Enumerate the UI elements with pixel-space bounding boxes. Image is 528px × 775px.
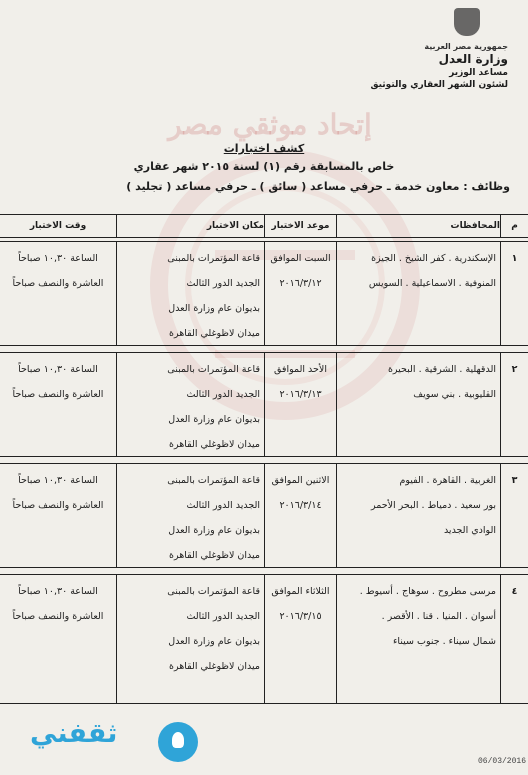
cell-place [116, 575, 264, 703]
cell-place-line: الجديد الدور الثالث [186, 611, 260, 622]
cell-time [0, 242, 116, 345]
cell-place-line: الجديد الدور الثالث [186, 278, 260, 289]
cell-gov-line: الغربية . القاهرة . الفيوم [399, 475, 496, 486]
cell-time-line: الساعة ١٠,٣٠ صباحاً [18, 364, 98, 375]
header-assistant: مساعد الوزير [449, 68, 508, 78]
cell-time [0, 353, 116, 456]
cell-place-line: ميدان لاظوغلي القاهرة [169, 439, 260, 450]
cell-place-line: قاعة المؤتمرات بالمبنى [167, 364, 260, 375]
logo-text: ثقفني [30, 718, 118, 749]
exam-table [0, 206, 528, 750]
cell-no: ٢ [500, 353, 528, 456]
cell-place-line: بديوان عام وزارة العدل [168, 414, 260, 425]
cell-gov-line: مرسى مطروح . سوهاج . أسيوط . [359, 586, 496, 597]
table-row [0, 352, 528, 457]
eagle-emblem-icon [454, 8, 480, 36]
table-row [0, 463, 528, 568]
cell-place [116, 464, 264, 567]
cell-gov-line: شمال سيناء . جنوب سيناء [392, 636, 496, 647]
cell-time [0, 575, 116, 703]
cell-no: ٣ [500, 464, 528, 567]
cell-no: ٤ [500, 575, 528, 703]
cell-time-line: العاشرة والنصف صباحاً [12, 278, 104, 289]
cell-no: ١ [500, 242, 528, 345]
cell-date [264, 242, 336, 345]
cell-gov-line: الدقهلية . الشرقية . البحيرة [387, 364, 496, 375]
watermark-text: إتحاد موثقي مصر [168, 108, 372, 141]
header-republic: جمهورية مصر العربية [424, 42, 508, 51]
doc-subtitle: خاص بالمسابقة رقم (١) لسنة ٢٠١٥ شهر عقاري [133, 160, 395, 173]
cell-date [264, 575, 336, 703]
cell-date [264, 464, 336, 567]
site-logo [30, 712, 200, 764]
cell-gov-line: بور سعيد . دمياط . البحر الأحمر [371, 500, 496, 511]
cell-date-line: ٢٠١٦/٣/١٢ [279, 278, 322, 289]
doc-jobs: وظائف : معاون خدمة ـ حرفي مساعد ( سائق ) ـ حرفي مساعد ( تجليد ) [126, 180, 510, 193]
cell-place-line: الجديد الدور الثالث [186, 389, 260, 400]
cell-gov [336, 353, 500, 456]
cell-time-line: الساعة ١٠,٣٠ صباحاً [18, 586, 98, 597]
cell-date [264, 353, 336, 456]
cell-date-line: ٢٠١٦/٣/١٣ [279, 389, 322, 400]
cell-gov-line: الإسكندرية . كفر الشيخ . الجيزة [371, 253, 496, 264]
cell-time-line: العاشرة والنصف صباحاً [12, 500, 104, 511]
cell-place-line: بديوان عام وزارة العدل [168, 525, 260, 536]
header-place: مكان الاختبار [116, 215, 264, 237]
cell-time-line: الساعة ١٠,٣٠ صباحاً [18, 475, 98, 486]
cell-gov-line: القليوبية . بني سويف [413, 389, 496, 400]
cell-time-line: الساعة ١٠,٣٠ صباحاً [18, 253, 98, 264]
table-row [0, 241, 528, 346]
cell-place-line: ميدان لاظوغلي القاهرة [169, 328, 260, 339]
cell-gov [336, 575, 500, 703]
cell-gov-line: أسوان . المنيا . قنا . الأقصر . [381, 611, 496, 622]
doc-title: كشف اختبارات [223, 142, 305, 155]
cell-gov [336, 464, 500, 567]
cell-time-line: العاشرة والنصف صباحاً [12, 611, 104, 622]
cell-place-line: ميدان لاظوغلي القاهرة [169, 661, 260, 672]
cell-place-line: بديوان عام وزارة العدل [168, 303, 260, 314]
lightbulb-icon [158, 722, 198, 762]
cell-place [116, 242, 264, 345]
cell-place-line: قاعة المؤتمرات بالمبنى [167, 586, 260, 597]
cell-date-line: السبت الموافق [270, 253, 331, 264]
cell-gov-line: المنوفية . الاسماعيلية . السويس [368, 278, 496, 289]
cell-date-line: الأحد الموافق [274, 364, 327, 375]
cell-date-line: ٢٠١٦/٣/١٤ [279, 500, 322, 511]
cell-time-line: العاشرة والنصف صباحاً [12, 389, 104, 400]
cell-gov [336, 242, 500, 345]
cell-place-line: بديوان عام وزارة العدل [168, 636, 260, 647]
cell-gov-line: الوادي الجديد [443, 525, 496, 536]
table-header-row [0, 214, 528, 238]
header-date: موعد الاختبار [264, 215, 336, 237]
cell-date-line: الثلاثاء الموافق [271, 586, 330, 597]
cell-time [0, 464, 116, 567]
table-row [0, 574, 528, 704]
date-stamp: 06/03/2016 [478, 757, 527, 766]
cell-place-line: قاعة المؤتمرات بالمبنى [167, 475, 260, 486]
cell-place-line: الجديد الدور الثالث [186, 500, 260, 511]
header-ministry: وزارة العدل [438, 52, 508, 66]
header-no: م [500, 215, 528, 237]
header-time: وقت الاختبار [29, 221, 87, 231]
cell-date-line: ٢٠١٦/٣/١٥ [279, 611, 322, 622]
cell-place [116, 353, 264, 456]
cell-date-line: الاثنين الموافق [271, 475, 330, 486]
cell-place-line: ميدان لاظوغلي القاهرة [169, 550, 260, 561]
cell-place-line: قاعة المؤتمرات بالمبنى [167, 253, 260, 264]
header-department: لشئون الشهر العقاري والتوثيق [370, 80, 508, 90]
header-gov: المحافظات [336, 215, 500, 237]
